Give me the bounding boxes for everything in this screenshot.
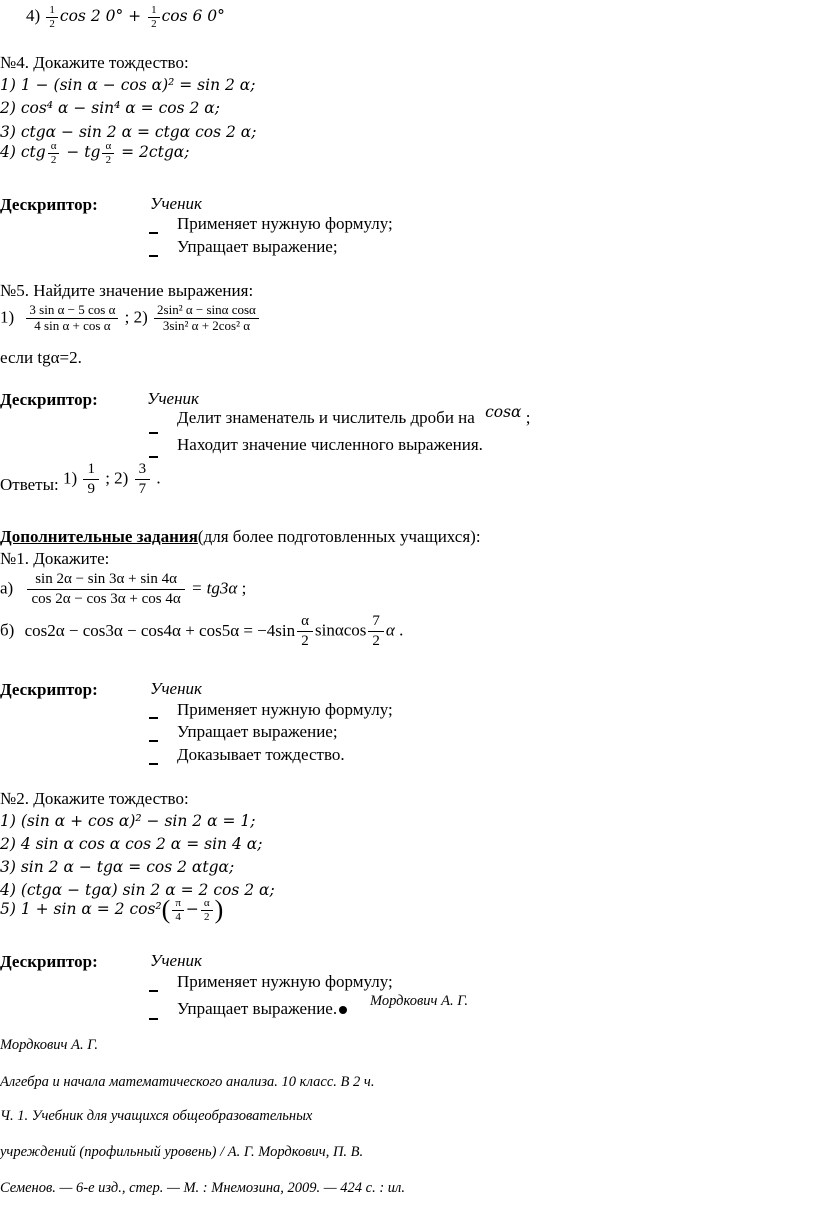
reference-line: Семенов. — 6-е изд., стер. — М. : Мнемозина, 2009. — 424 с. : ил.: [0, 1180, 405, 1196]
extra-b-mid: sinαcos: [314, 620, 367, 640]
cos-alpha-math: cosα: [485, 403, 522, 421]
top-half-fraction-1: [46, 4, 58, 30]
descriptor-point: [177, 1000, 347, 1019]
task5-expressions: [0, 303, 261, 334]
task4-item-4: [0, 140, 189, 166]
fraction-denominator: 2: [151, 17, 157, 30]
extra-b: [0, 612, 403, 652]
fraction-denominator: 3sin² α + 2cos² α: [162, 317, 251, 333]
descriptor-who-2: Ученик: [147, 389, 199, 408]
descriptor-point: Доказывает тождество.: [177, 745, 345, 764]
fraction-denominator: 7: [138, 481, 147, 498]
descriptor-label-1: Дескриптор:: [0, 195, 98, 214]
left-paren: (: [161, 895, 171, 924]
descriptor-who-4: Ученик: [150, 951, 202, 970]
descriptor-label-2: Дескриптор:: [0, 390, 98, 409]
fraction-denominator: 4: [175, 910, 181, 923]
item4-prefix: 4): [0, 143, 21, 162]
fraction-numerator: α: [48, 140, 60, 154]
top-half-fraction-2: [148, 4, 160, 30]
extra-b-fraction-2: [368, 612, 384, 652]
task4-item-1: 1) 1 − (sin α − cos α)² = sin 2 α;: [0, 76, 256, 94]
answer-fraction-1: [83, 460, 99, 500]
fraction-numerator: 1: [83, 460, 99, 480]
fraction-denominator: 2: [49, 17, 55, 30]
task4-item-3: 3) ctgα − sin 2 α = ctgα cos 2 α;: [0, 123, 257, 141]
task5-fraction-1: [26, 303, 118, 334]
fraction-numerator: 3 sin α − 5 cos α: [26, 303, 118, 319]
bullet-dash: [149, 990, 158, 992]
top-term-1: cos 2 0° +: [59, 7, 147, 26]
bullet-dash: [149, 1018, 158, 1020]
bullet-dash: [149, 717, 158, 719]
answer-fraction-2: [135, 460, 151, 500]
extra-title: [0, 528, 481, 547]
task2-item5-prefix: 5) 1 + sin α = 2 cos²: [0, 900, 162, 919]
bullet-dot-icon: [339, 1006, 347, 1014]
bullet-dash: [149, 740, 158, 742]
bullet-dash: [149, 432, 158, 434]
descriptor-point: Упращает выражение;: [177, 237, 338, 256]
footnote-author: Мордкович А. Г.: [370, 993, 468, 1009]
extra-a-rhs: = tg3α: [190, 578, 238, 598]
extra-subtitle: №1. Докажите:: [0, 549, 110, 568]
extra-title-rest: (для более подготовленных учащихся):: [197, 527, 481, 546]
extra-a-end: ;: [241, 578, 247, 598]
descriptor-point: [177, 403, 531, 428]
task5-title: №5. Найдите значение выражения:: [0, 281, 254, 300]
bullet-dash: [149, 456, 158, 458]
extra-b-tail: α: [385, 620, 395, 640]
extra-a-fraction: [27, 570, 184, 610]
bullet-dash: [149, 763, 158, 765]
reference-line: учреждений (профильный уровень) / А. Г. Мордкович, П. В.: [0, 1144, 364, 1160]
answers-line: [0, 460, 161, 500]
extra-b-lhs: cos2α − cos3α − cos4α + cos5α = −4sin: [24, 620, 296, 640]
extra-b-end: .: [399, 620, 404, 640]
bullet-dash: [149, 255, 158, 257]
descriptor-point: Находит значение численного выражения.: [177, 435, 483, 454]
descriptor-label-3: Дескриптор:: [0, 680, 98, 699]
minus-sign: −: [185, 900, 199, 919]
task5-p1: 1): [0, 307, 15, 327]
item4-fraction-2: [102, 140, 114, 166]
descriptor-point: Применяет нужную формулу;: [177, 972, 393, 991]
right-paren: ): [214, 895, 224, 924]
answers-end: .: [156, 468, 161, 488]
task2-item5-fraction-1: [172, 897, 184, 923]
reference-line: Алгебра и начала математического анализа. 10 класс. В 2 ч.: [0, 1074, 375, 1090]
item4-ctg: ctg: [20, 143, 46, 162]
top-prefix: 4): [26, 6, 45, 26]
task2-item-3: 3) sin 2 α − tgα = cos 2 αtgα;: [0, 858, 235, 876]
item4-tg: − tg: [61, 143, 101, 162]
fraction-numerator: α: [102, 140, 114, 154]
task2-item-1: 1) (sin α + cos α)² − sin 2 α = 1;: [0, 812, 256, 830]
fraction-denominator: 2: [372, 633, 380, 650]
fraction-denominator: 2: [105, 153, 112, 166]
fraction-numerator: 2sin² α − sinα cosα: [154, 303, 259, 319]
answers-p1: 1): [63, 468, 78, 488]
reference-line: Ч. 1. Учебник для учащихся общеобразовательных: [0, 1108, 313, 1124]
fraction-numerator: 7: [368, 612, 384, 632]
descriptor-point: Упращает выражение;: [177, 722, 338, 741]
fraction-numerator: π: [172, 897, 184, 911]
descriptor-point-text: Упращает выражение.: [177, 999, 338, 1018]
answers-sep: ; 2): [105, 468, 129, 488]
fraction-denominator: 2: [204, 910, 210, 923]
extra-a: [0, 570, 246, 610]
fraction-denominator: 2: [50, 153, 57, 166]
task5-fraction-2: [154, 303, 259, 334]
reference-line: Мордкович А. Г.: [0, 1037, 98, 1053]
fraction-numerator: α: [297, 612, 313, 632]
descriptor-point: Применяет нужную формулу;: [177, 214, 393, 233]
item4-fraction-1: [48, 140, 60, 166]
item4-tail: = 2ctgα;: [116, 143, 190, 162]
answers-label: Ответы:: [0, 474, 59, 494]
descriptor-point-end: ;: [525, 408, 531, 427]
descriptor-who-3: Ученик: [150, 679, 202, 698]
fraction-numerator: 1: [148, 4, 160, 18]
task2-item-5: [0, 896, 223, 925]
task5-condition: если tgα=2.: [0, 348, 82, 367]
descriptor-point-text: Делит знаменатель и числитель дроби на: [177, 408, 475, 427]
extra-a-label: а): [0, 578, 14, 598]
fraction-denominator: 4 sin α + cos α: [34, 317, 111, 333]
extra-title-bold: Дополнительные задания: [0, 527, 198, 546]
task4-item-2: 2) cos⁴ α − sin⁴ α = cos 2 α;: [0, 99, 220, 117]
fraction-denominator: cos 2α − cos 3α + cos 4α: [31, 591, 181, 608]
task2-item-4: 4) (ctgα − tgα) sin 2 α = 2 cos 2 α;: [0, 881, 275, 899]
extra-b-label: б): [0, 620, 15, 640]
task4-title: №4. Докажите тождество:: [0, 53, 189, 72]
fraction-denominator: 2: [301, 633, 309, 650]
descriptor-point: Применяет нужную формулу;: [177, 700, 393, 719]
descriptor-label-4: Дескриптор:: [0, 952, 98, 971]
bullet-dash: [149, 232, 158, 234]
descriptor-who-1: Ученик: [150, 194, 202, 213]
fraction-numerator: α: [201, 897, 213, 911]
top-expression: [26, 4, 225, 30]
task2-item-2: 2) 4 sin α cos α cos 2 α = sin 4 α;: [0, 835, 263, 853]
fraction-numerator: 1: [46, 4, 58, 18]
task2-item5-fraction-2: [201, 897, 213, 923]
fraction-numerator: sin 2α − sin 3α + sin 4α: [27, 570, 184, 590]
extra-b-fraction-1: [297, 612, 313, 652]
fraction-denominator: 9: [87, 481, 95, 498]
task2-title: №2. Докажите тождество:: [0, 789, 189, 808]
task5-sep: ; 2): [124, 307, 148, 327]
top-term-2: cos 6 0°: [161, 7, 225, 26]
fraction-numerator: 3: [135, 460, 151, 480]
